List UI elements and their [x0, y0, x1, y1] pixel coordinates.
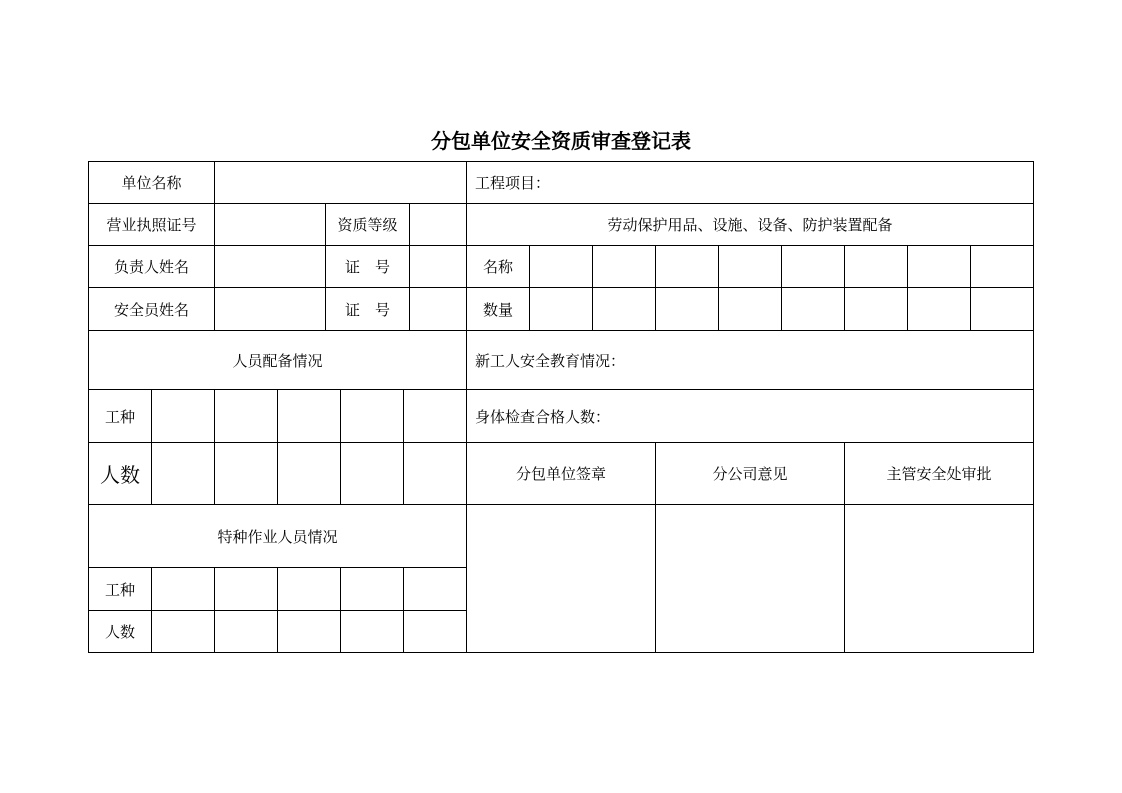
column-divider	[781, 245, 782, 330]
qualification-grade-field[interactable]	[410, 204, 466, 245]
column-divider	[340, 567, 341, 653]
column-divider	[655, 245, 656, 330]
unit-name-label: 单位名称	[121, 174, 182, 192]
column-divider	[403, 567, 404, 653]
column-divider	[844, 245, 845, 330]
new-worker-education-label: 新工人安全教育情况：	[475, 351, 626, 370]
equipment-quantity-label: 数量	[482, 300, 513, 319]
unit-name-field[interactable]	[215, 162, 466, 203]
license-number-field[interactable]	[215, 204, 325, 245]
staffing-header: 人员配备情况	[232, 351, 323, 370]
leader-name-label: 负责人姓名	[113, 258, 189, 276]
special-trade-label: 工种	[104, 580, 135, 599]
health-check-count-label: 身体检查合格人数：	[475, 407, 611, 426]
special-count-label: 人数	[104, 623, 135, 641]
safety-officer-cert-number-label: 证 号	[344, 300, 390, 319]
special-operations-header: 特种作业人员情况	[217, 527, 338, 546]
safety-officer-name-label: 安全员姓名	[113, 300, 189, 319]
safety-dept-approval-label: 主管安全处审批	[886, 465, 992, 483]
row-divider	[88, 287, 1034, 288]
column-divider	[214, 389, 215, 504]
column-divider	[718, 245, 719, 330]
staffing-trade-label: 工种	[104, 407, 135, 426]
column-divider	[907, 245, 908, 330]
subcontractor-seal-label: 分包单位签章	[515, 465, 606, 483]
column-divider	[403, 389, 404, 504]
column-divider	[340, 389, 341, 504]
table-border-right	[1033, 161, 1034, 653]
column-divider	[151, 567, 152, 653]
row-divider	[88, 245, 1034, 246]
column-divider	[529, 245, 530, 330]
ppe-equipment-header: 劳动保护用品、设施、设备、防护装置配备	[607, 216, 893, 234]
table-border-bottom	[88, 652, 1034, 653]
column-divider	[592, 245, 593, 330]
qualification-grade-label: 资质等级	[337, 216, 398, 234]
branch-opinion-label: 分公司意见	[712, 465, 788, 483]
equipment-name-label: 名称	[482, 258, 513, 276]
form-title: 分包单位安全资质审查登记表	[431, 129, 691, 153]
column-divider	[277, 567, 278, 653]
column-divider	[151, 389, 152, 504]
column-divider	[277, 389, 278, 504]
project-label: 工程项目：	[475, 174, 551, 192]
column-divider	[970, 245, 971, 330]
column-divider	[214, 567, 215, 653]
leader-cert-number-label: 证 号	[344, 258, 390, 276]
staffing-count-label: 人数	[100, 463, 140, 487]
license-number-label: 营业执照证号	[106, 216, 197, 234]
